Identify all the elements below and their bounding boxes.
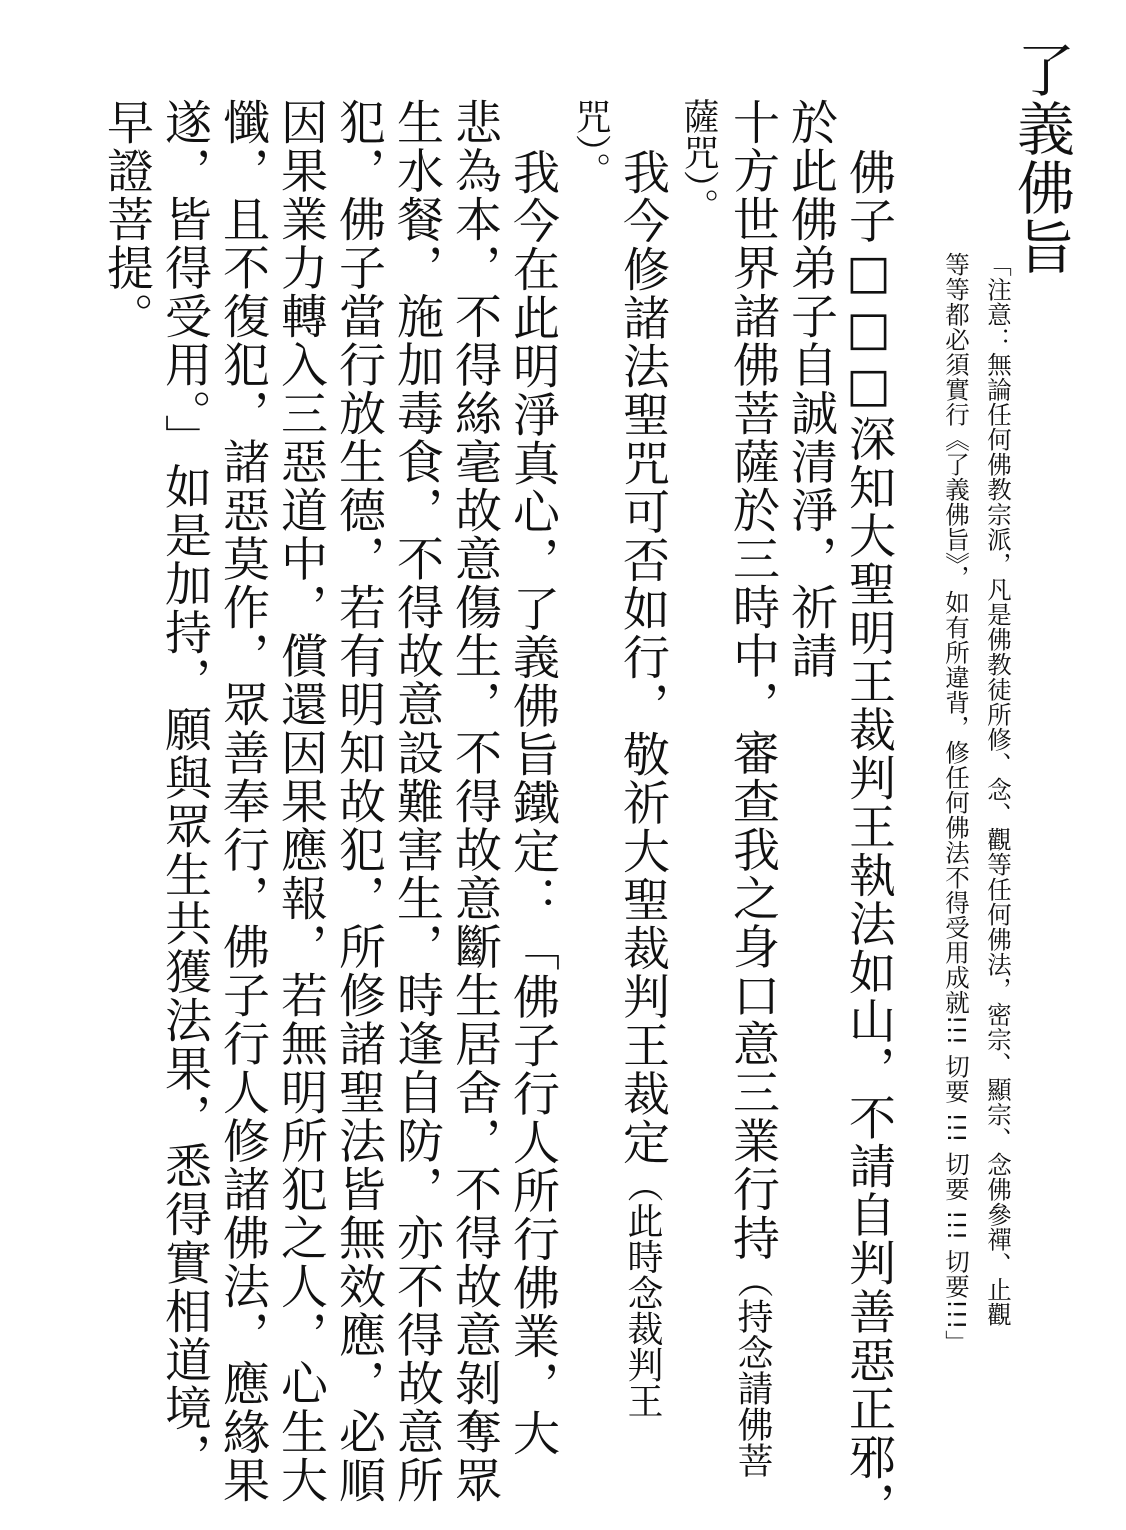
paragraph-1-line-3 bbox=[725, 98, 780, 1478]
paragraph-1-line-3-note: （持念請佛菩 bbox=[732, 1262, 773, 1478]
paragraph-2-line-1-note: （此時念裁判王 bbox=[622, 1166, 663, 1419]
paragraph-1-line-3-main: 十方世界諸佛菩薩於三時中，審查我之身口意三業行持 bbox=[725, 98, 780, 1262]
paragraph-3-line-1: 我今在此明淨真心，了義佛旨鐵定：「佛子行人所行佛業，大 bbox=[505, 148, 560, 1458]
paragraph-1-line-2: 於此佛弟子自誠清淨，祈請 bbox=[783, 98, 838, 680]
paragraph-3-line-7: 遂，皆得受用。」如是加持，願與眾生共獲法果，悉得實相道境， bbox=[157, 98, 212, 1481]
paragraph-2-line-1 bbox=[615, 148, 670, 1419]
paragraph-3-line-6: 懺，且不復犯，諸惡莫作，眾善奉行，佛子行人修諸佛法，應緣果 bbox=[215, 98, 270, 1505]
paragraph-3-line-4: 犯，佛子當行放生德，若有明知故犯，所修諸聖法皆無效應，必順 bbox=[331, 98, 386, 1505]
paragraph-3-line-5: 因果業力轉入三惡道中，償還因果應報，若無明所犯之人，心生大 bbox=[273, 98, 328, 1505]
paragraph-1-line-4: 薩咒）。 bbox=[678, 98, 719, 224]
paragraph-2-line-2: 咒）。 bbox=[570, 98, 611, 188]
paragraph-3-line-3: 生水餐，施加毒食，不得故意設難害生，時逢自防，亦不得故意所 bbox=[389, 98, 444, 1505]
paragraph-2-line-1-main: 我今修諸法聖咒可否如行，敬祈大聖裁判王裁定 bbox=[615, 148, 670, 1167]
document-title: 了義佛旨 bbox=[1007, 40, 1075, 276]
notice-line-2: 等等都必須實行《了義佛旨》，如有所違背，修任何佛法不得受用成就!!! 切要 !!! 切要 !!! 切要!!!」 bbox=[942, 252, 971, 1356]
paragraph-1-line-1: 佛子□□□深知大聖明王裁判王執法如山，不請自判善惡正邪， bbox=[841, 148, 896, 1530]
notice-line-1: 「注意：無論任何佛教宗派，凡是佛教徒所修、念、觀等任何佛法，密宗、顯宗、念佛參禪、止觀 bbox=[984, 252, 1013, 1327]
paragraph-3-line-8: 早證菩提。 bbox=[99, 98, 154, 341]
paragraph-3-line-2: 悲為本，不得絲毫故意傷生，不得故意斷生居舍，不得故意剝奪眾 bbox=[447, 98, 502, 1505]
